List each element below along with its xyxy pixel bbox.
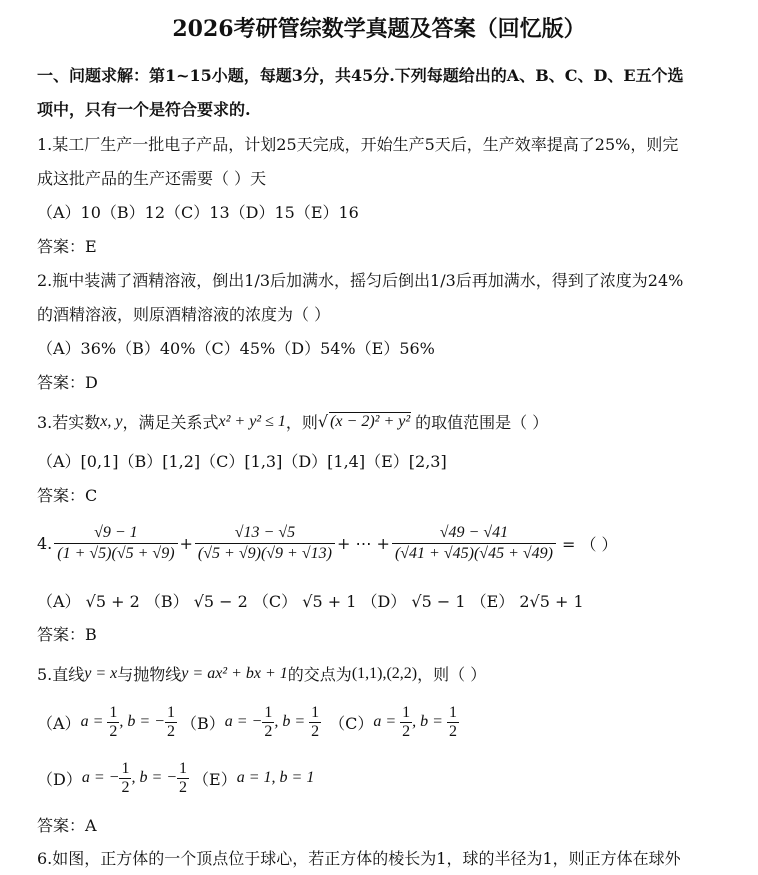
q5-option-d: a = − $\frac{1}{2}$ , b = − $\frac{1}{2}$ [81, 759, 188, 796]
q4-term1-denominator: (1 + √5)(√5 + √9) [54, 543, 177, 564]
q5-option-d-label: （D） [37, 769, 82, 789]
section-heading-line2: 项中，只有一个是符合要求的. [37, 100, 251, 119]
q4-ellipsis: + ⋯ + [336, 533, 390, 553]
q4-term3 [392, 523, 556, 564]
q3-condition: x² + y² ≤ 1 [218, 412, 286, 430]
q4-term3-denominator: (√41 + √45)(√45 + √49) [392, 543, 556, 564]
q4-number: 4. [37, 533, 53, 553]
q4-term1-numerator: √9 − 1 [94, 523, 138, 541]
q5-parabola: y = ax² + bx + 1 [181, 664, 288, 682]
q4-term2 [195, 523, 335, 564]
q5-option-e: a = 1, b = 1 [236, 769, 315, 786]
q2-text-line2: 的酒精溶液，则原酒精溶液的浓度为（ ） [37, 305, 331, 324]
q5-mid2: 的交点为 [287, 665, 352, 684]
q5-option-a: a = $\frac{1}{2}$ , b = − $\frac{1}{2}$ [80, 703, 175, 740]
q2-options: （A）36%（B）40%（C）45%（D）54%（E）56% [37, 339, 435, 358]
q5-suffix: ，则（ ） [417, 665, 487, 684]
q6-text-line1: 6.如图，正方体的一个顶点位于球心，若正方体的棱长为1，球的半径为1，则正方体在球外 [37, 849, 681, 868]
q3-prefix: 3.若实数 [37, 413, 101, 432]
q4-term2-numerator: √13 − √5 [234, 523, 296, 541]
q2-answer: 答案：D [37, 373, 98, 392]
q5-option-c-label: （C） [329, 713, 374, 733]
q4-term3-numerator: √49 − √41 [439, 523, 509, 541]
q5-option-b-label: （B） [180, 713, 225, 733]
q3-expression: (x − 2)² + y² [330, 413, 411, 430]
q3-then: ，则 [285, 413, 318, 432]
q5-text [37, 662, 486, 685]
q3-options: （A）[0,1]（B）[1,2]（C）[1,3]（D）[1,4]（E）[2,3] [37, 452, 447, 471]
q1-text-line2: 成这批产品的生产还需要（ ）天 [37, 169, 267, 188]
q1-text-line1: 1.某工厂生产一批电子产品，计划25天完成，开始生产5天后，生产效率提高了25%，则完 [37, 135, 679, 154]
q4-term1 [54, 523, 177, 564]
q5-option-b: a = − $\frac{1}{2}$ , b = $\frac{1}{2}$ [224, 703, 320, 740]
q3-answer: 答案：C [37, 486, 98, 505]
q5-line-eq: y = x [84, 664, 118, 682]
q3-vars: x, y [100, 412, 123, 430]
q3-suffix: 的取值范围是（ ） [415, 413, 549, 432]
q3-mid: ，满足关系式 [122, 413, 219, 432]
q3-text [37, 410, 548, 433]
q5-options-row2 [37, 756, 314, 800]
q5-prefix: 5.直线 [37, 665, 85, 684]
page-title: 2026考研管综数学真题及答案（回忆版） [172, 16, 586, 42]
q4-answer: 答案：B [37, 625, 97, 644]
q1-options: （A）10（B）12（C）13（D）15（E）16 [37, 203, 359, 222]
q4-term2-denominator: (√5 + √9)(√9 + √13) [195, 543, 335, 564]
q5-option-a-label: （A） [37, 713, 81, 733]
q1-answer: 答案：E [37, 237, 97, 256]
q4-text: 4. $\frac{√9 - 1}{(1 + √5)(√5 + √9)}$ + $\frac{√13 - √5}{(√5 + √9)(√9 + √13)}$ + ⋯ + $\frac{√49 - √41}{(√41 + √45)(√45 + √49)}$ = （ ） [37, 523, 618, 562]
sqrt-sign-icon: √ [317, 412, 329, 431]
q5-options-row1 [37, 700, 459, 744]
q4-options: （A） √5 + 2 （B） √5 − 2 （C） √5 + 1 （D） √5 − 1 （E） 2√5 + 1 [37, 592, 584, 611]
q5-mid: 与抛物线 [117, 665, 182, 684]
section-heading-line1: 一、问题求解：第1~15小题，每题3分，共45分.下列每题给出的A、B、C、D、E五个选 [37, 66, 684, 85]
q4-equals: = （ ） [561, 534, 618, 554]
q5-points: (1,1),(2,2) [351, 664, 418, 682]
q2-text-line1: 2.瓶中装满了酒精溶液，倒出1/3后加满水，摇匀后倒出1/3后再加满水，得到了浓度为24% [37, 271, 684, 290]
q5-answer: 答案：A [37, 816, 97, 835]
q5-option-c: a = $\frac{1}{2}$ , b = $\frac{1}{2}$ [373, 703, 457, 740]
q5-option-e-label: （E） [193, 769, 237, 789]
